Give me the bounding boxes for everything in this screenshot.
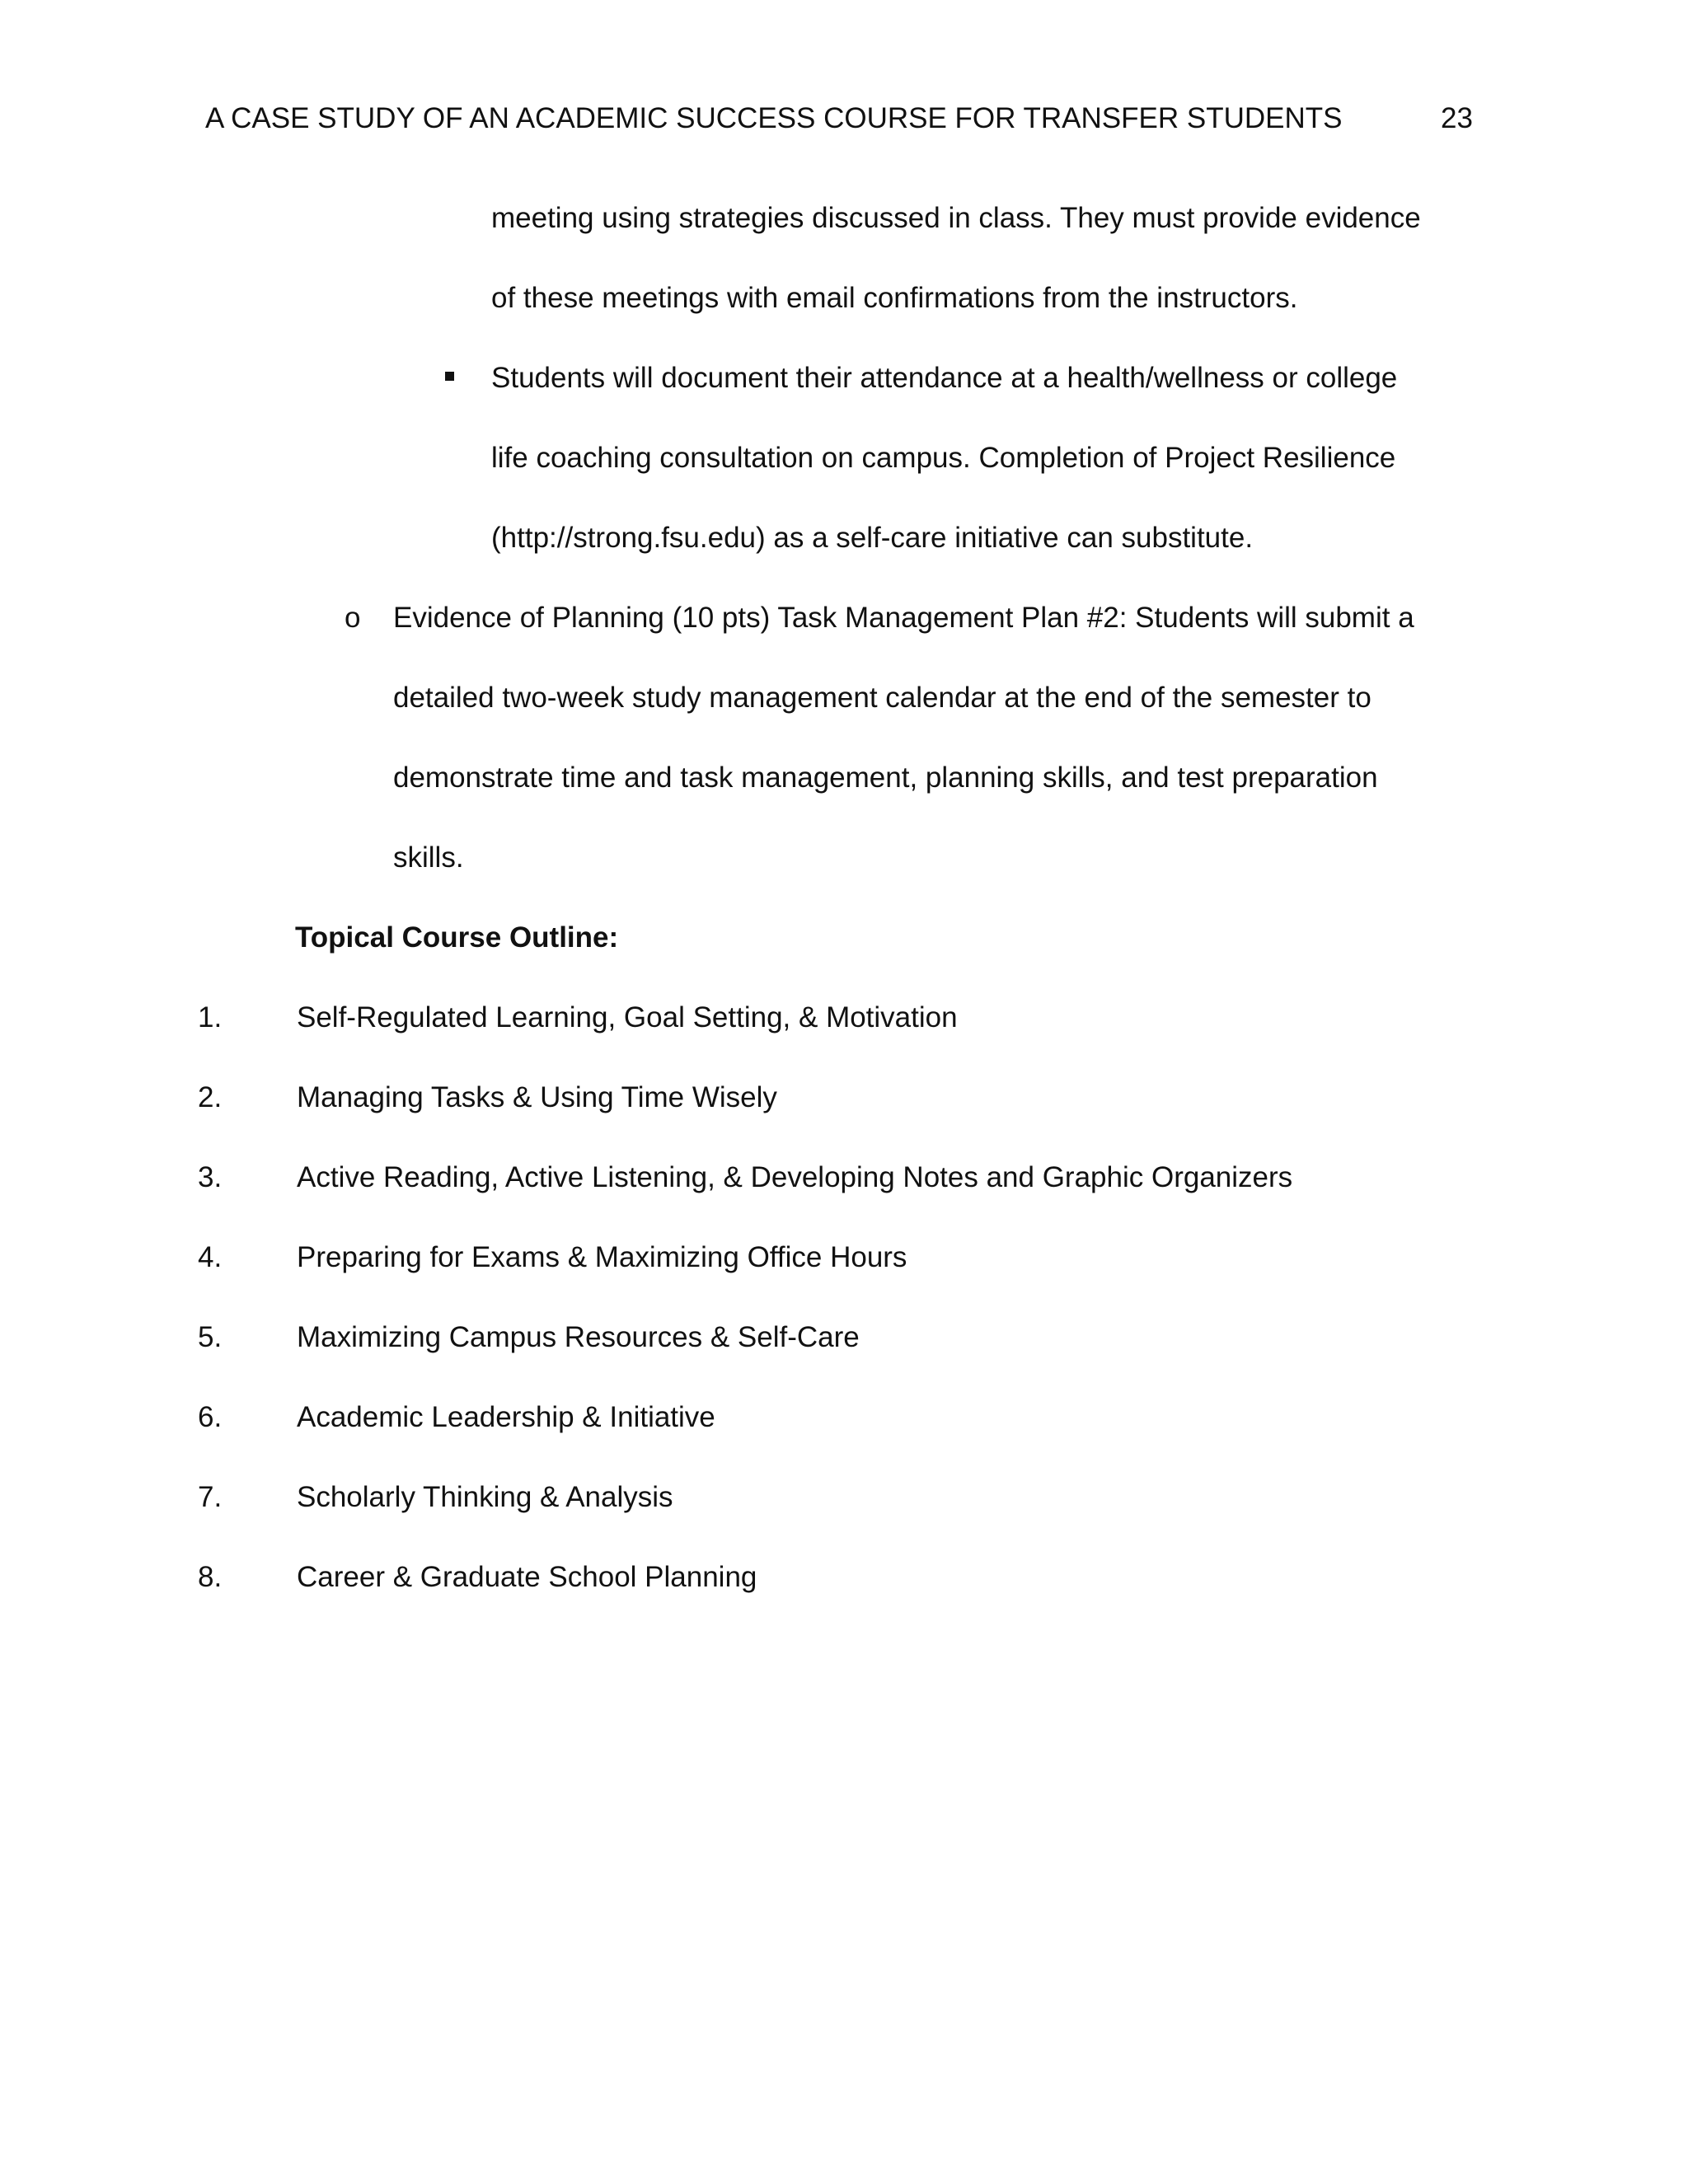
- running-head: A CASE STUDY OF AN ACADEMIC SUCCESS COURSE FOR TRANSFER STUDENTS: [205, 102, 1343, 134]
- list-item-text: Academic Leadership & Initiative: [297, 1401, 715, 1433]
- list-item-text: Scholarly Thinking & Analysis: [297, 1481, 673, 1513]
- list-item-text: Preparing for Exams & Maximizing Office Hours: [297, 1241, 907, 1273]
- list-item-text: Self-Regulated Learning, Goal Setting, & Motivation: [297, 1001, 958, 1033]
- list-item-text: Career & Graduate School Planning: [297, 1561, 757, 1593]
- list-item-number: 4.: [198, 1241, 223, 1273]
- square-bullet-icon: [445, 372, 454, 381]
- list-item-number: 6.: [198, 1401, 223, 1433]
- bullet-line: detailed two-week study management calendar at the end of the semester to: [393, 682, 1372, 714]
- bullet-line: Students will document their attendance at a health/wellness or college: [491, 362, 1398, 394]
- list-item-number: 7.: [198, 1481, 223, 1513]
- list-item-text: Maximizing Campus Resources & Self-Care: [297, 1321, 860, 1353]
- paragraph-line: of these meetings with email confirmations from the instructors.: [491, 282, 1298, 314]
- list-item-text: Active Reading, Active Listening, & Developing Notes and Graphic Organizers: [297, 1161, 1293, 1193]
- bullet-line: demonstrate time and task management, planning skills, and test preparation: [393, 762, 1378, 794]
- list-item-number: 5.: [198, 1321, 223, 1353]
- circle-bullet-icon: o: [345, 602, 361, 634]
- outline-heading: Topical Course Outline:: [295, 921, 619, 954]
- list-item-number: 2.: [198, 1081, 223, 1113]
- list-item-number: 3.: [198, 1161, 223, 1193]
- list-item-number: 1.: [198, 1001, 223, 1033]
- paragraph-line: meeting using strategies discussed in class. They must provide evidence: [491, 202, 1421, 234]
- page-number: 23: [1441, 102, 1473, 134]
- list-item-text: Managing Tasks & Using Time Wisely: [297, 1081, 777, 1113]
- list-item-number: 8.: [198, 1561, 223, 1593]
- bullet-line: skills.: [393, 841, 464, 874]
- bullet-line: Evidence of Planning (10 pts) Task Management Plan #2: Students will submit a: [393, 602, 1414, 634]
- bullet-line: life coaching consultation on campus. Completion of Project Resilience: [491, 442, 1396, 474]
- bullet-line: (http://strong.fsu.edu) as a self-care initiative can substitute.: [491, 522, 1254, 554]
